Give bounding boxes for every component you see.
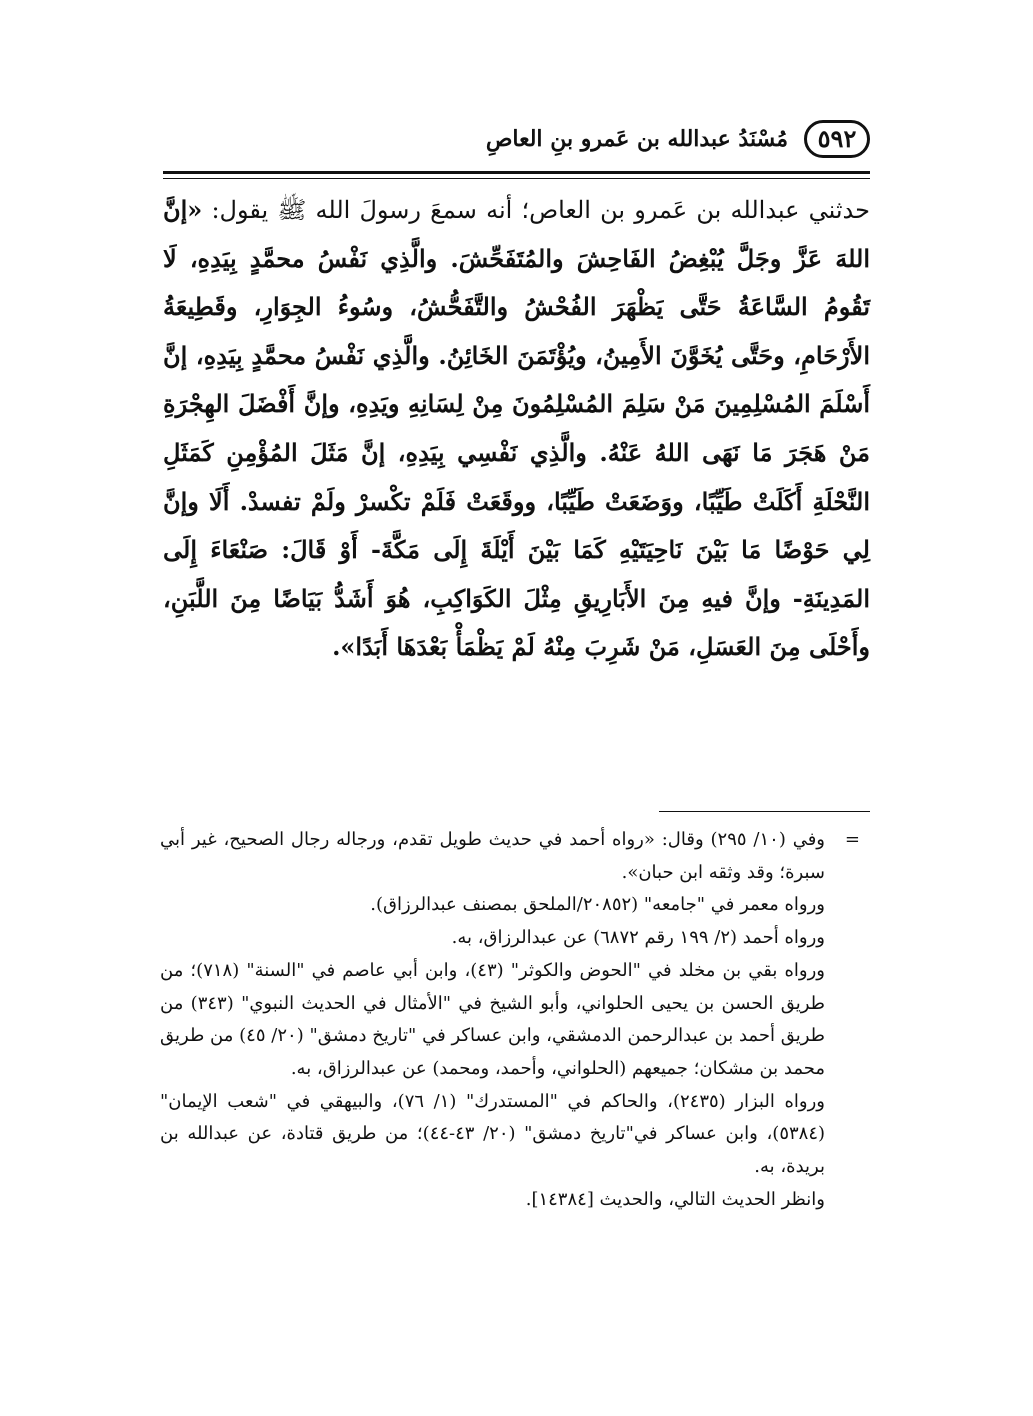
hadith-text: «إنَّ اللهَ عَزَّ وجَلَّ يُبْغِضُ الفَاحِشَ والمُتَفَحِّشَ. والَّذِي نَفْسُ محمَّدٍ بِيَدِهِ، لَا تَقُومُ السَّاعَةُ حَتَّى يَظْهَرَ الفُحْشُ والتَّفَحُّشُ، وسُوءُ الجِوَارِ، وقَطِيعَةُ الأَرْحَامِ، وحَتَّى يُخَوَّنَ الأَمِينُ، ويُؤْتَمَنَ الخَائِنُ. والَّذِي نَفْسُ محمَّدٍ بِيَدِهِ، إنَّ أَسْلَمَ المُسْلِمِينَ مَنْ سَلِمَ المُسْلِمُونَ مِنْ لِسَانِهِ ويَدِهِ، وإنَّ أَفْضَلَ الهِجْرَةِ مَنْ هَجَرَ مَا نَهَى اللهُ عَنْهُ. والَّذِي نَفْسِي بِيَدِهِ، إنَّ مَثَلَ المُؤْمِنِ كَمَثَلِ النَّحْلَةِ أَكَلَتْ طَيِّبًا، ووَضَعَتْ طَيِّبًا، ووقَعَتْ فَلَمْ تكْسرْ ولَمْ تفسدْ. أَلَا وإنَّ لِي حَوْضًا مَا بَيْنَ نَاحِيَتَيْهِ كَمَا بَيْنَ أَيْلَةَ إِلَى مَكَّةَ- أَوْ قَالَ: صَنْعَاءَ إِلَى المَدِينَةِ- وإنَّ فيهِ مِنَ الأَبَارِيقِ مِثْلَ الكَوَاكِبِ، هُوَ أَشَدُّ بَيَاضًا مِنَ اللَّبَنِ، وأَحْلَى مِنَ العَسَلِ، مَنْ شَرِبَ مِنْهُ لَمْ يَظْمَأْ بَعْدَهَا أَبَدًا». (163, 195, 870, 662)
footnote-separator (659, 811, 870, 812)
header-rule (163, 171, 870, 179)
continuation-marker: = (844, 829, 860, 850)
footnote-text: وفي (١٠/ ٢٩٥) وقال: «رواه أحمد في حديث طويل تقدم، ورجاله رجال الصحيح، غير أبي سبرة؛ وقد وثقه ابن حبان». (160, 829, 825, 883)
footnote-text: ورواه أحمد (٢/ ١٩٩ رقم ٦٨٧٢) عن عبدالرزاق، به. (451, 927, 825, 949)
footnote-text: ورواه معمر في "جامعه" (٢٠٨٥٢/الملحق بمصنف عبدالرزاق). (370, 894, 825, 916)
footnote-paragraph (160, 955, 860, 1086)
footnote-paragraph (160, 1184, 860, 1217)
page-number: ٥٩٢ (804, 120, 870, 158)
footnote-paragraph (160, 889, 860, 922)
footnote-text: وانظر الحديث التالي، والحديث [١٤٣٨٤]. (525, 1188, 825, 1210)
running-title: مُسْنَدُ عبدالله بن عَمرو بنِ العاصِ (485, 126, 788, 152)
footnote-paragraph (160, 824, 860, 889)
footnote-paragraph (160, 1086, 860, 1184)
footnotes (160, 824, 860, 1216)
footnote-paragraph (160, 922, 860, 955)
footnote-text: ورواه البزار (٢٤٣٥)، والحاكم في "المستدرك" (١/ ٧٦)، والبيهقي في "شعب الإيمان" (٥٣٨٤)، وابن عساكر في"تاريخ دمشق" (٢٠/ ٤٣-٤٤)؛ من طريق قتادة، عن عبدالله بن بريدة، به. (160, 1090, 826, 1178)
main-text (163, 186, 870, 672)
hadith-intro: حدثني عبدالله بن عَمرو بن العاص؛ أنه سمعَ رسولَ الله ﷺ يقول: (211, 196, 870, 224)
footnote-text: ورواه بقي بن مخلد في "الحوض والكوثر" (٤٣)، وابن أبي عاصم في "السنة" (٧١٨)؛ من طريق الحسن بن يحيى الحلواني، وأبو الشيخ في "الأمثال في الحديث النبوي" (٣٤٣) من طريق أحمد بن عبدالرحمن الدمشقي، وابن عساكر في "تاريخ دمشق" (٢٠/ ٤٥) من طريق محمد بن مشكان؛ جميعهم (الحلواني، وأحمد، ومحمد) عن عبدالرزاق، به. (160, 959, 825, 1079)
page-header (163, 118, 870, 170)
